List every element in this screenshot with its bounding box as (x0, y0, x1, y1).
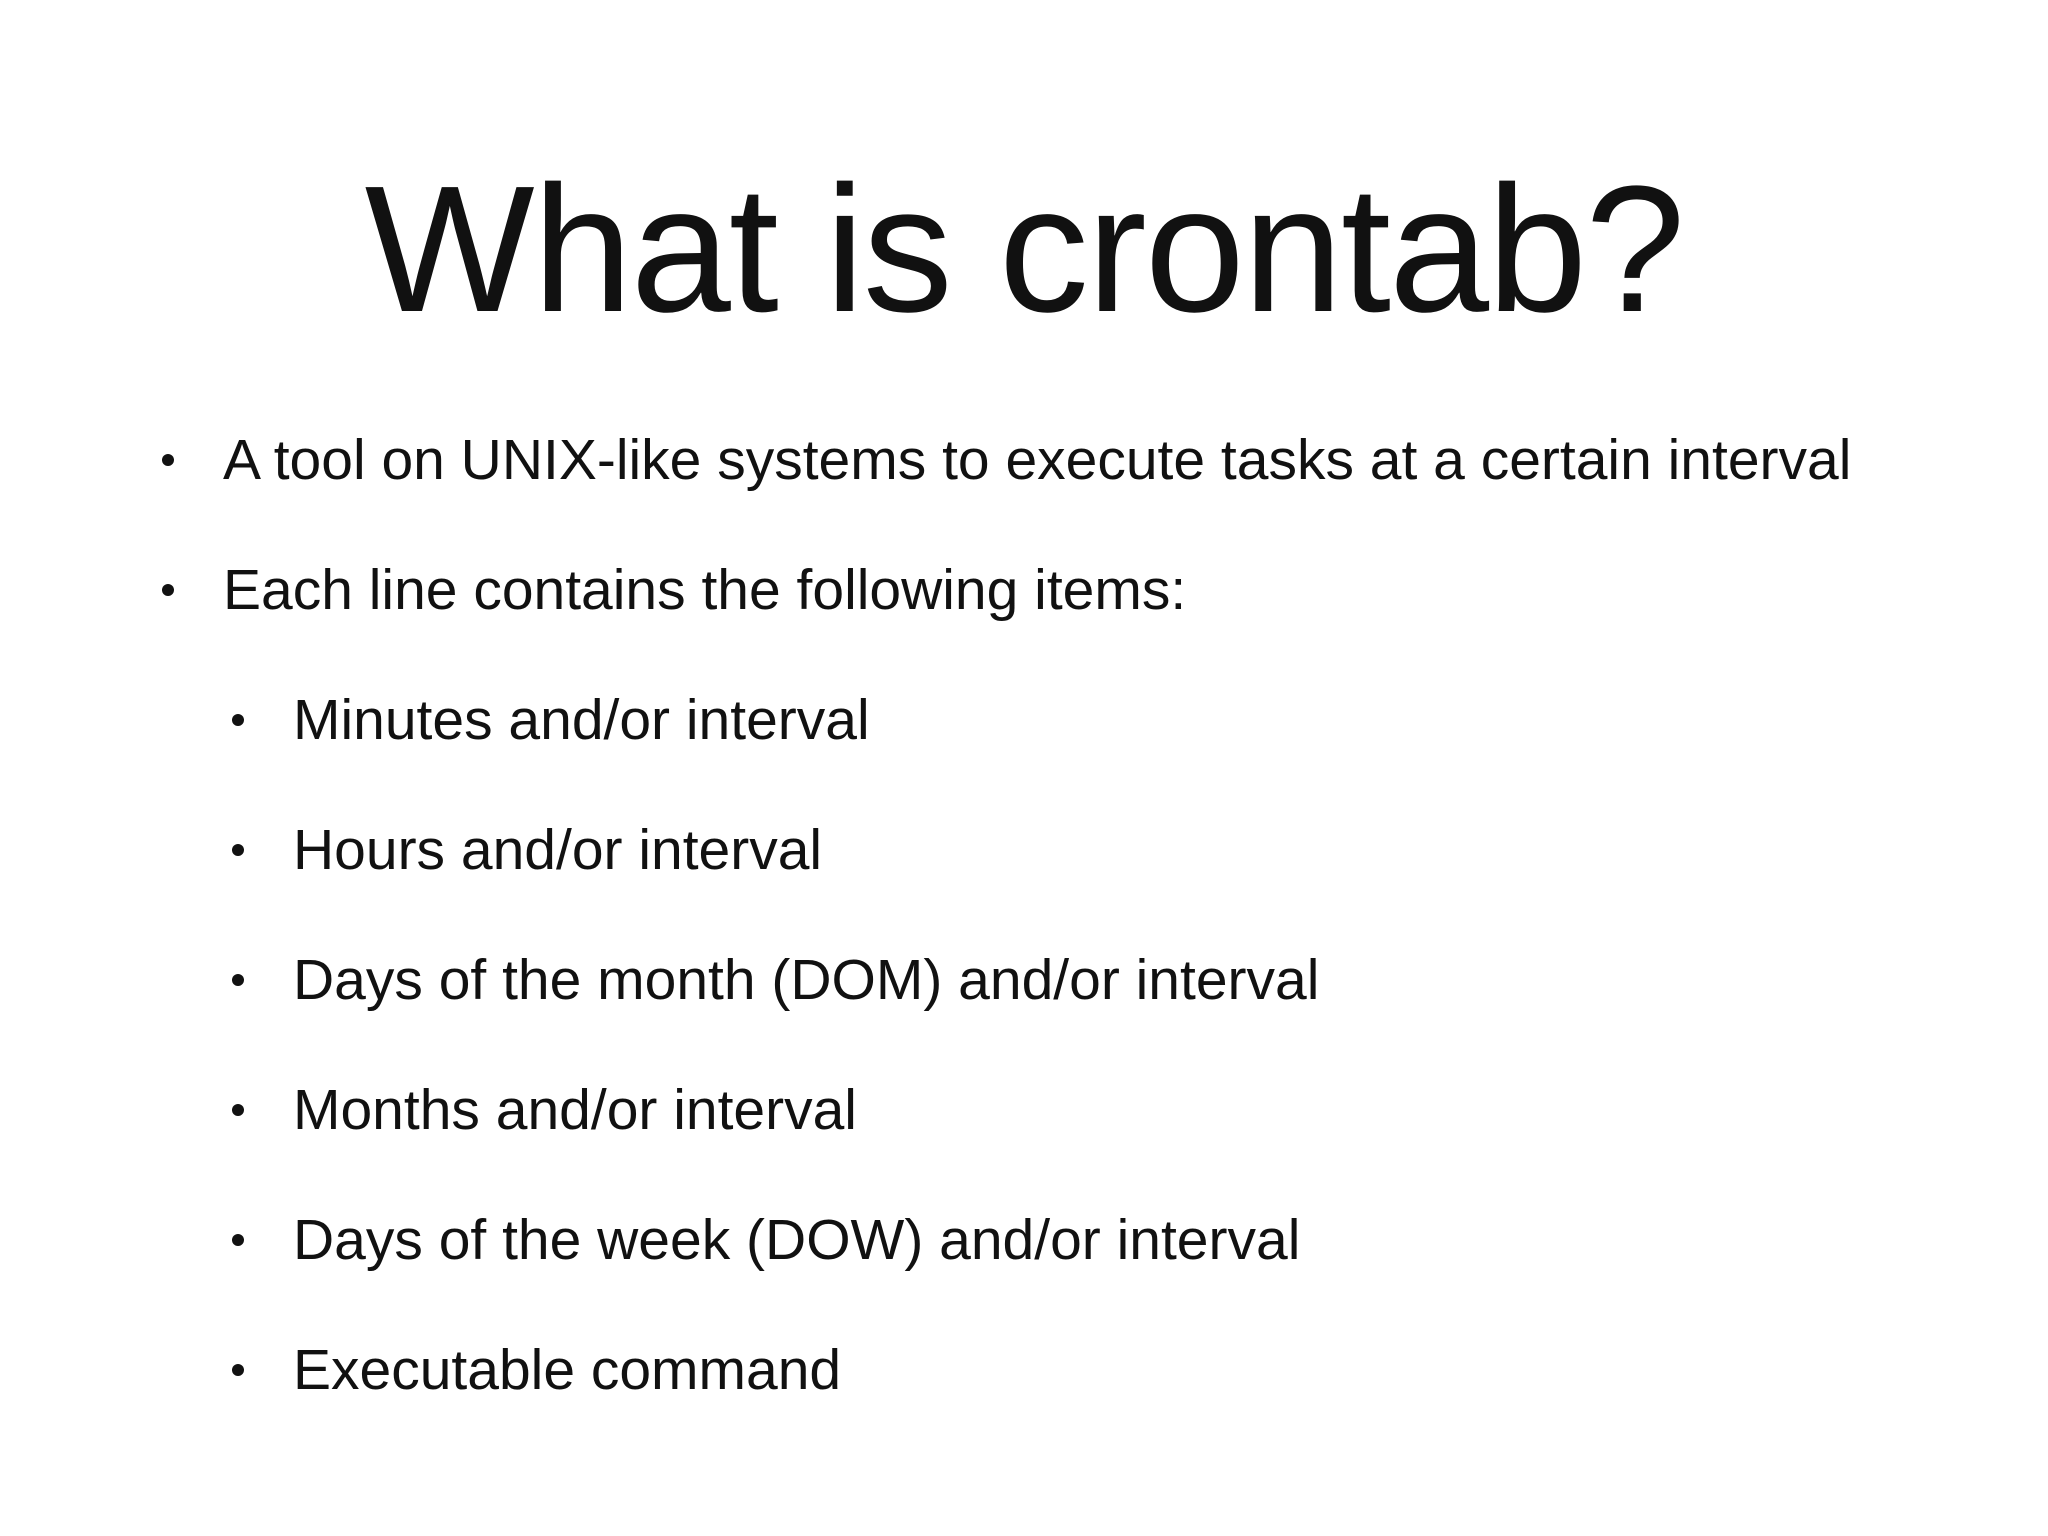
sub-bullet-item (232, 1335, 841, 1405)
sub-bullet-text: Hours and/or interval (293, 818, 823, 882)
bullet-icon (232, 974, 244, 986)
bullet-icon (232, 1364, 244, 1376)
bullet-icon (232, 714, 244, 726)
sub-bullet-text: Executable command (293, 1338, 842, 1402)
bullet-text: A tool on UNIX-like systems to execute tasks at a certain interval (223, 428, 1852, 492)
sub-bullet-item (232, 815, 822, 885)
sub-bullet-text: Days of the week (DOW) and/or interval (293, 1208, 1301, 1272)
sub-bullet-text: Minutes and/or interval (293, 688, 870, 752)
bullet-icon (232, 1104, 244, 1116)
bullet-text: Each line contains the following items: (223, 558, 1187, 622)
sub-bullet-item (232, 1205, 1300, 1275)
bullet-item (162, 425, 1851, 495)
slide-title: What is crontab? (364, 149, 1684, 350)
bullet-item (162, 555, 1186, 625)
bullet-icon (232, 1234, 244, 1246)
sub-bullet-item (232, 945, 1319, 1015)
bullet-icon (232, 844, 244, 856)
bullet-icon (162, 584, 174, 596)
sub-bullet-item (232, 1075, 857, 1145)
sub-bullet-text: Months and/or interval (293, 1078, 857, 1142)
bullet-icon (162, 454, 174, 466)
sub-bullet-item (232, 685, 870, 755)
sub-bullet-text: Days of the month (DOM) and/or interval (293, 948, 1320, 1012)
